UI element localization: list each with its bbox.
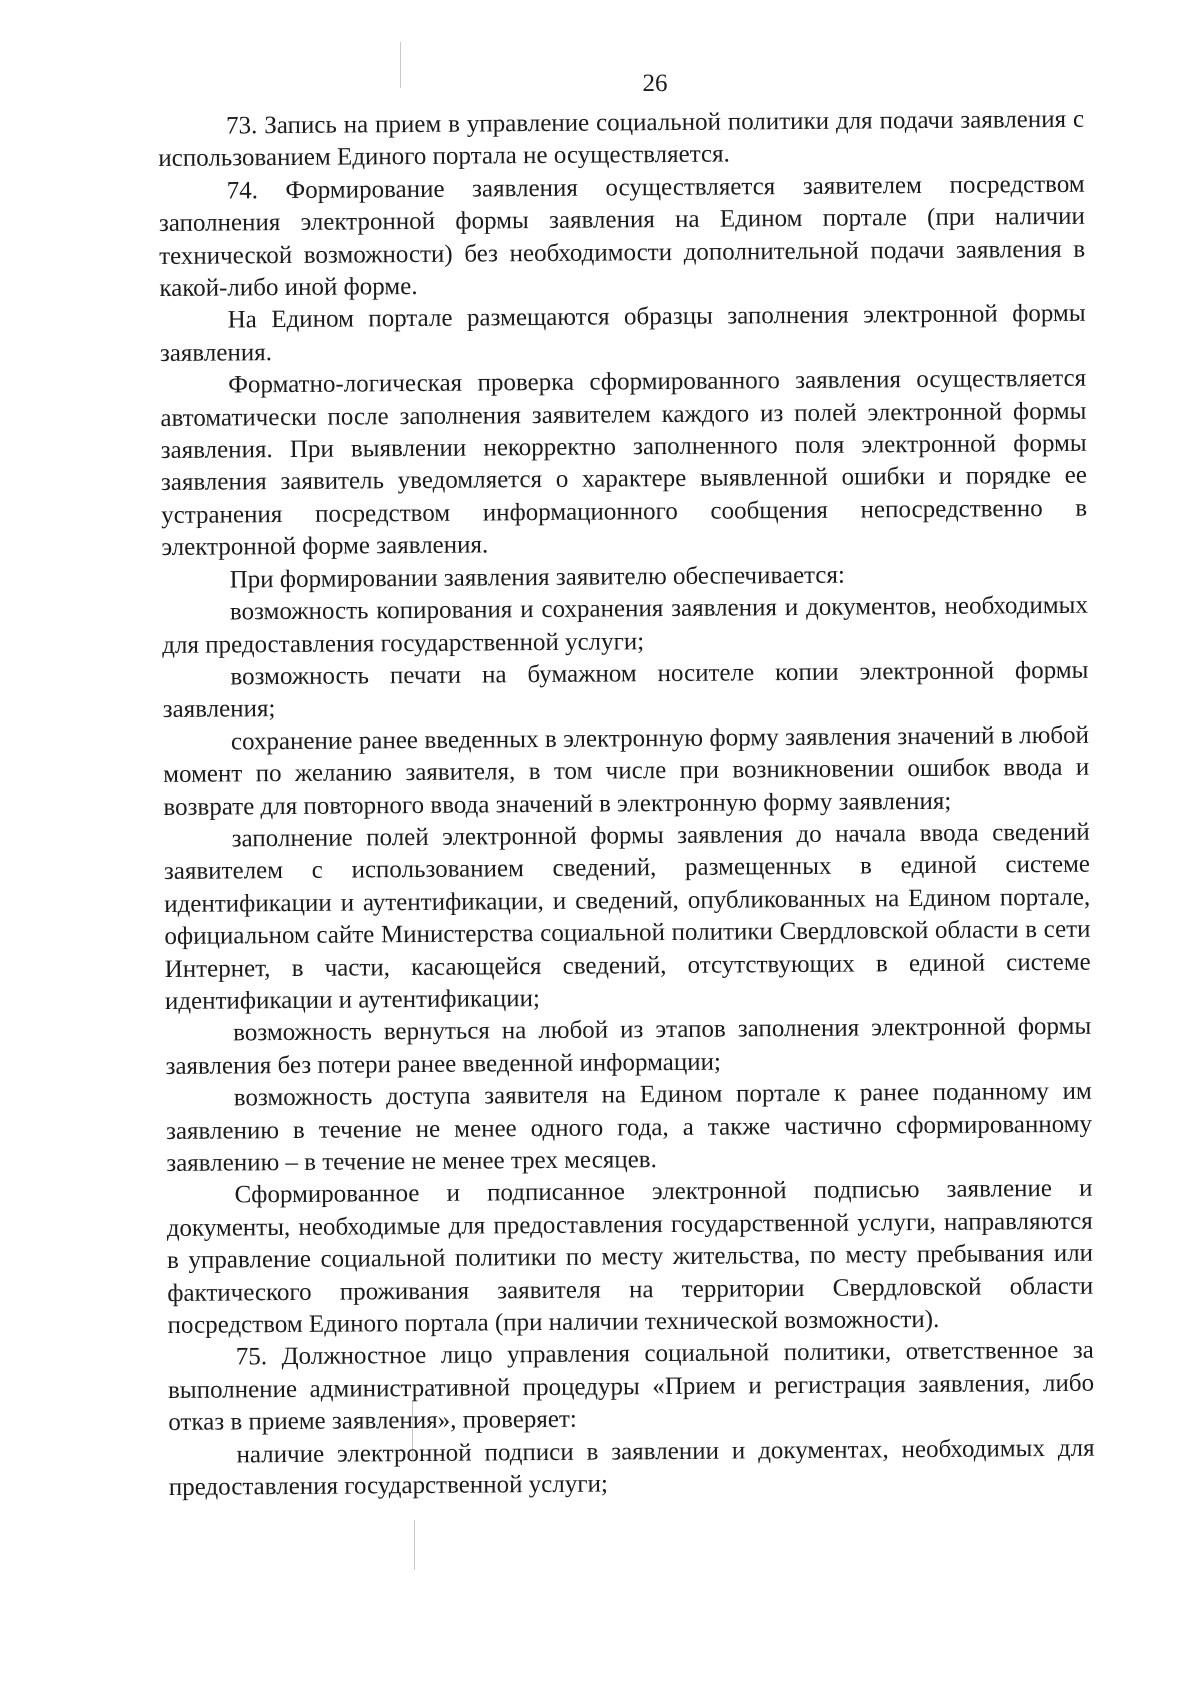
list-item-print: возможность печати на бумажном носителе копии электронной формы заявления; — [162, 656, 1089, 724]
paragraph-portal-samples: На Едином портале размещаются образцы заполнения электронной формы заявления. — [159, 300, 1086, 367]
paragraph-74: 74. Формирование заявления осуществляется заявителем посредством заполнения электронной формы заявления на Едином портале (при наличии технической возможности) без необходимости дополнительной подачи заявления в какой-либо иной форме. — [158, 170, 1086, 303]
list-item-prefill: заполнение полей электронной формы заявления до начала ввода сведений заявителем с использованием сведений, размещенных в единой системе идентификации и аутентификации, и сведений, опубликованных на Едином портале, официальном сайте Министерства социальной политики Свердловской области в сети Интернет, в части, касающейся сведений, отсутствующих в единой системе идентификации и аутентификации; — [163, 818, 1091, 1015]
scan-artifact — [414, 1520, 415, 1570]
document-body — [158, 104, 1095, 1505]
list-item-copy-save: возможность копирования и сохранения заявления и документов, необходимых для предоставления государственной услуги; — [162, 591, 1089, 659]
paragraph-format-check: Форматно-логическая проверка сформированного заявления осуществляется автоматически после заполнения заявителем каждого из полей электронной формы заявления. При выявлении некорректно заполненного поля электронной формы заявления заявитель уведомляется о характере выявленной ошибки и порядке ее устранения посредством информационного сообщения непосредственно в электронной форме заявления. — [160, 364, 1088, 562]
paragraph-73: 73. Запись на прием в управление социальной политики для подачи заявления с использованием Единого портала не осуществляется. — [158, 105, 1085, 173]
page-number: 26 — [642, 70, 668, 97]
list-item-return-step: возможность вернуться на любой из этапов заполнения электронной формы заявления без потери ранее введенной информации; — [165, 1013, 1092, 1080]
paragraph-75: 75. Должностное лицо управления социальной политики, ответственное за выполнение административной процедуры «Прием и регистрация заявления, либо отказ в приеме заявления», проверяет: — [167, 1337, 1095, 1437]
list-item-save-values: сохранение ранее введенных в электронную форму заявления значений в любой момент по желанию заявителя, в том числе при возникновении ошибок ввода и возврате для повторного ввода значений в электронную форму заявления; — [163, 721, 1090, 821]
list-item-access: возможность доступа заявителя на Едином портале к ранее поданному им заявлению в течение не менее одного года, а также частично сформированному заявлению – в течение не менее трех месяцев. — [165, 1077, 1093, 1177]
paragraph-submission: Сформированное и подписанное электронной подписью заявление и документы, необходимые для предоставления государственной услуги, направляются в управление социальной политики по месту жительства, по месту пребывания или фактического проживания заявителя на территории Свердловской области посредством Единого портала (при наличии технической возможности). — [166, 1175, 1094, 1339]
paragraph-provision-intro: При формировании заявления заявителю обеспечивается: — [229, 561, 845, 594]
list-item-signature-check: наличие электронной подписи в заявлении и документах, необходимых для предоставления государственной услуги; — [168, 1434, 1095, 1502]
